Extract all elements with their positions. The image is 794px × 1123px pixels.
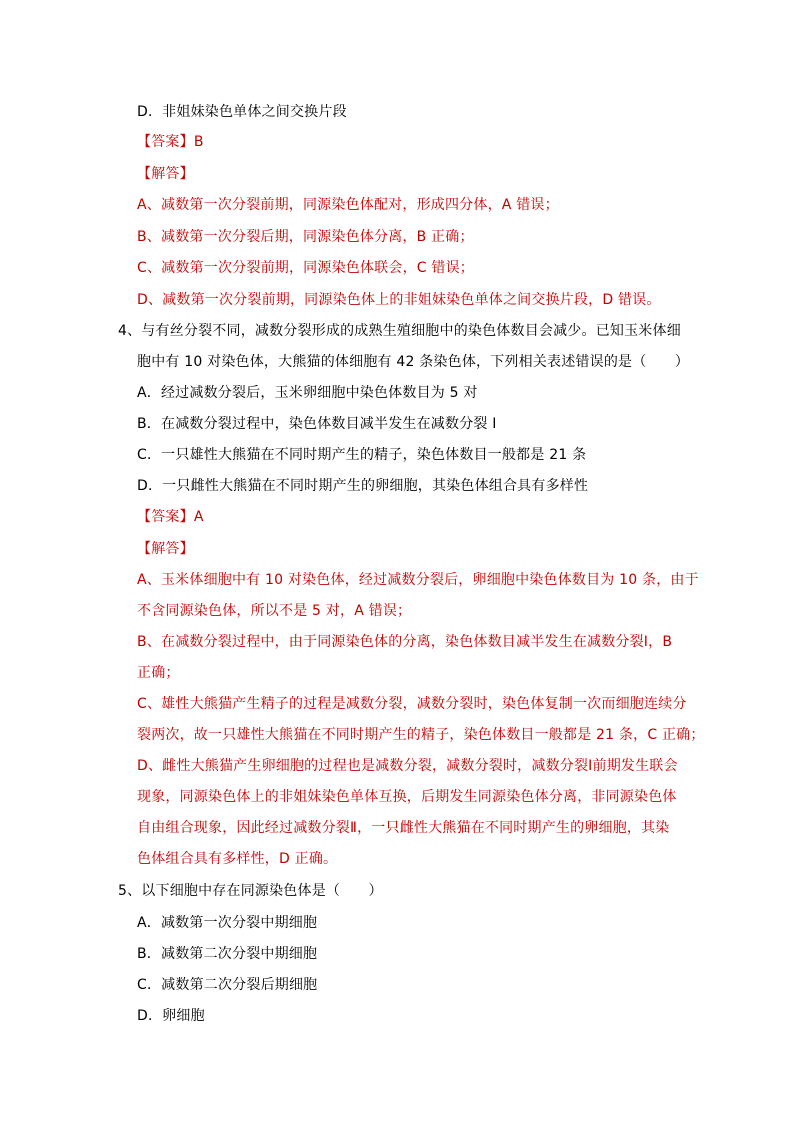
q4-analysis-line: D、雌性大熊猫产生卵细胞的过程也是减数分裂，减数分裂时，减数分裂Ⅰ前期发生联会 <box>137 758 678 774</box>
q4-answer-label: 【答案】 <box>137 509 194 525</box>
q3-analysis-label: 【解答】 <box>137 166 194 182</box>
q4-stem-line: 4、与有丝分裂不同，减数分裂形成的成熟生殖细胞中的染色体数目会减少。已知玉米体细 <box>118 323 681 339</box>
q4-stem-line: 胞中有 10 对染色体，大熊猫的体细胞有 42 条染色体，下列相关表述错误的是（ ） <box>137 354 690 370</box>
q4-analysis-line: 色体组合具有多样性，D 正确。 <box>137 851 338 867</box>
q4-option-d: D．一只雌性大熊猫在不同时期产生的卵细胞，其染色体组合具有多样性 <box>137 478 589 494</box>
q3-option-d: D．非姐妹染色单体之间交换片段 <box>137 104 347 120</box>
q4-analysis-line: 自由组合现象，因此经过减数分裂Ⅱ，一只雌性大熊猫在不同时期产生的卵细胞，其染 <box>137 820 670 836</box>
q4-analysis-line: 现象，同源染色体上的非姐妹染色单体互换，后期发生同源染色体分离，非同源染色体 <box>137 789 677 805</box>
q3-analysis-line: A、减数第一次分裂前期，同源染色体配对，形成四分体，A 错误； <box>137 197 559 213</box>
q3-analysis-line: B、减数第一次分裂后期，同源染色体分离，B 正确； <box>137 229 474 245</box>
q3-analysis-line: D、减数第一次分裂前期，同源染色体上的非姐妹染色单体之间交换片段，D 错误。 <box>137 292 661 308</box>
q4-option-b: B．在减数分裂过程中，染色体数目减半发生在减数分裂 I <box>137 416 497 432</box>
q4-answer <box>137 507 204 527</box>
q5-option-a: A．减数第一次分裂中期细胞 <box>137 915 318 931</box>
q5-option-d: D．卵细胞 <box>137 1008 205 1024</box>
q3-answer-label: 【答案】 <box>137 134 194 150</box>
q5-option-b: B．减数第二次分裂中期细胞 <box>137 946 318 962</box>
q4-analysis-line: 正确； <box>137 665 180 681</box>
q3-analysis-line: C、减数第一次分裂前期，同源染色体联会，C 错误； <box>137 260 474 276</box>
q3-answer <box>137 132 204 152</box>
q4-analysis-line: B、在减数分裂过程中，由于同源染色体的分离，染色体数目减半发生在减数分裂Ⅰ，B <box>137 634 673 650</box>
q5-option-c: C．减数第二次分裂后期细胞 <box>137 977 318 993</box>
q4-analysis-line: 裂两次，故一只雄性大熊猫在不同时期产生的精子，染色体数目一般都是 21 条，C 正确； <box>137 727 705 743</box>
q4-analysis-line: C、雄性大熊猫产生精子的过程是减数分裂，减数分裂时，染色体复制一次而细胞连续分 <box>137 696 687 712</box>
q4-analysis-label: 【解答】 <box>137 541 194 557</box>
q4-option-c: C．一只雄性大熊猫在不同时期产生的精子，染色体数目一般都是 21 条 <box>137 447 587 463</box>
q5-stem: 5、以下细胞中存在同源染色体是（ ） <box>118 883 383 899</box>
q3-answer-value: B <box>193 134 204 150</box>
q4-analysis-line: A、玉米体细胞中有 10 对染色体，经过减数分裂后，卵细胞中染色体数目为 10 条，由于 <box>137 572 699 588</box>
q4-answer-value: A <box>193 509 204 525</box>
q4-option-a: A．经过减数分裂后，玉米卵细胞中染色体数目为 5 对 <box>137 385 478 401</box>
q4-analysis-line: 不含同源染色体，所以不是 5 对，A 错误； <box>137 603 412 619</box>
